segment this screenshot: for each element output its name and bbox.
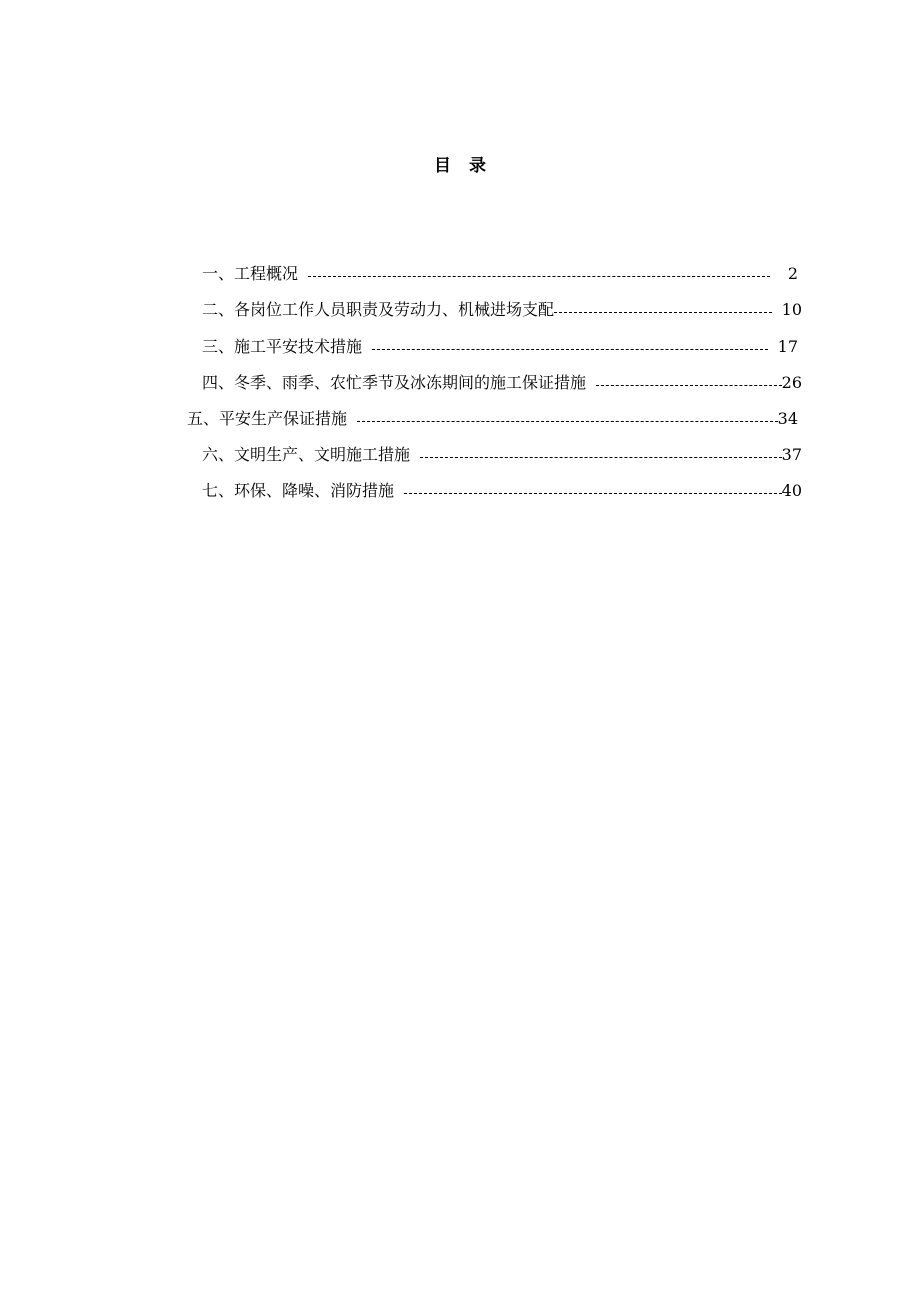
toc-title [0,154,920,178]
toc-entry-page: 40 [781,481,802,500]
toc-entry-page: 34 [777,409,798,428]
toc-title-char-2: 录 [469,156,486,176]
toc-leader [357,421,778,422]
toc-entry-label: 六、文明生产、文明施工措施 [202,445,411,464]
toc-entry-page: 26 [781,373,802,392]
toc-entry-4[interactable] [202,371,802,395]
toc-leader [308,276,770,277]
toc-leader [596,385,782,386]
toc-entry-label: 五、平安生产保证措施 [187,409,348,428]
toc-entry-page: 17 [777,337,798,356]
toc-entry-page: 37 [781,445,802,464]
toc-entry-3[interactable] [202,335,798,359]
toc-entry-6[interactable] [202,443,802,467]
toc-entry-1[interactable] [202,262,798,286]
toc-entry-label: 四、冬季、雨季、农忙季节及冰冻期间的施工保证措施 [202,373,587,392]
toc-leader [554,312,772,313]
toc-title-char-1: 目 [434,156,451,176]
toc-entry-label: 二、各岗位工作人员职责及劳动力、机械进场支配 [202,300,555,319]
toc-leader [404,493,782,494]
toc-entry-7[interactable] [202,479,802,503]
toc-entry-label: 七、环保、降噪、消防措施 [202,481,395,500]
toc-leader [420,457,782,458]
toc-leader [372,349,768,350]
toc-entry-label: 一、工程概况 [202,264,299,283]
toc-entry-page: 10 [781,300,802,319]
toc-entry-label: 三、施工平安技术措施 [202,337,363,356]
toc-entry-page: 2 [787,264,798,283]
toc-entry-2[interactable] [202,298,802,322]
toc-entry-5[interactable] [187,407,798,431]
